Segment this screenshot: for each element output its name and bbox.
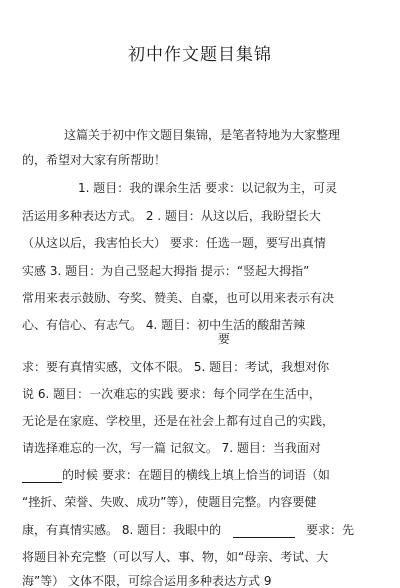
text-line: （从这以后，我害怕长大） 要求：任选一题，要写出真情: [22, 236, 326, 250]
text-segment: 的时候 要求：在题目的横线上填上恰当的词语（如: [62, 468, 330, 482]
text-line: 心、有信心、有志气。 4. 题目：初中生活的酸甜苦辣: [22, 318, 306, 332]
text-line: 海”等） 文体不限，可综合运用多种表达方式 9: [22, 574, 272, 588]
text-line: 请选择难忘的一次，写一篇 记叙文。 7. 题目：当我面对: [22, 441, 321, 455]
text-line: 1. 题目：我的课余生活 要求：以记叙为主，可灵: [78, 181, 338, 195]
text-line: 将题目补充完整（可以写人、事、物，如“母亲、考试、大: [22, 550, 329, 564]
text-segment: 要求：先: [306, 523, 355, 537]
text-line: 求：要有真情实感，文体不限。 5. 题目：考试，我想对你: [22, 360, 330, 374]
fill-blank: [233, 523, 295, 538]
text-line: 的，希望对大家有所帮助！: [22, 153, 167, 167]
document-title: 初中作文题目集锦: [128, 45, 272, 65]
text-line: 实感 3. 题目：为自己竖起大拇指 提示：“竖起大拇指”: [22, 264, 310, 278]
text-line-with-blank: [22, 468, 330, 483]
text-segment: 康，有真情实感。 8. 题目：我眼中的: [22, 523, 222, 537]
fill-blank: [22, 468, 62, 483]
text-line: 无论是在家庭、学校里，还是在社会上都有过自己的实践，: [22, 414, 335, 428]
text-line: 要: [218, 332, 231, 346]
text-line: 说 6. 题目：一次难忘的实践 要求：每个同学在生活中，: [22, 387, 321, 401]
text-line: 这篇关于初中作文题目集锦，是笔者特地为大家整理: [64, 128, 341, 142]
text-line: “挫折、荣誉、失败、成功”等），使题目完整。内容要健: [22, 495, 317, 509]
text-line: 常用来表示鼓励、夸奖、赞美、自豪，也可以用来表示有决: [22, 291, 335, 305]
text-line: 活运用多种表达方式。 2 . 题目：从这以后，我盼望长大: [22, 209, 321, 223]
text-line-with-blank: [22, 523, 354, 538]
